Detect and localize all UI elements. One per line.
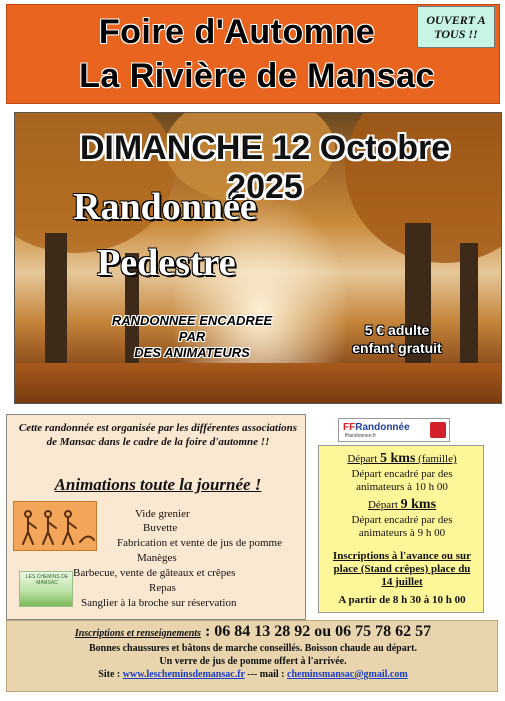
ffr-main: Randonnée [355,422,410,433]
price-adult: 5 € adulte [364,322,430,338]
activity-item: Fabrication et vente de jus de pomme [117,537,282,549]
site-mail-line [7,669,499,680]
guided-line: DES ANIMATEURS [134,345,250,360]
activity-item: Barbecue, vente de gâteaux et crêpes [73,567,236,579]
activity-item: Vide grenier [135,508,190,520]
hike-title-line2: Pedestre [97,242,236,284]
mail-label: --- mail : [244,669,285,680]
contact-phones: : 06 84 13 28 92 ou 06 75 78 62 57 [200,623,432,640]
event-date: DIMANCHE 12 Octobre 2025 [79,129,451,206]
activity-item: Manèges [137,552,177,564]
registration-hours: A partir de 8 h 30 à 10 h 00 [338,594,466,606]
logo-caption: LES CHEMINS DE MANSAC [25,574,69,586]
tree-trunk [460,243,478,383]
intro-text: Cette randonnée est organisée par les différentes associations de Mansac dans le cadre de la foire d'automne !! [18,422,298,448]
hikers-illustration [13,501,97,551]
depart-label: Départ [367,499,401,511]
ffr-tagline: ffrandonnee.fr [345,433,377,439]
contact-footer [6,620,498,692]
contact-line [7,623,499,641]
event-location: La Rivière de Mansac [79,57,435,95]
open-to-all-badge: OUVERT A TOUS !! [417,6,495,48]
price-info [307,321,487,357]
depart-9-km: 9 kms [400,497,437,512]
departures-box [318,445,484,613]
hikers-icon [14,502,98,552]
email-link[interactable]: cheminsmansac@gmail.com [287,669,408,680]
activity-item: Sanglier à la broche sur réservation [81,597,237,609]
hiker-figure-icon [430,422,446,438]
price-child: enfant gratuit [352,340,442,356]
tree-trunk [45,233,67,383]
autumn-forest-photo [14,112,502,404]
registration-text: Inscriptions à l'avance ou sur place (Stand crêpes) place du 14 juillet [332,550,472,588]
depart-label: Départ [347,453,381,465]
ffrandonnee-logo [338,418,450,442]
activity-item: Repas [149,582,176,594]
depart-9km-text: Départ encadré par des animateurs à 9 h 00 [351,514,453,539]
site-label: Site : [98,669,121,680]
event-title: Foire d'Automne [98,13,376,51]
hike-title-line1: Randonnée [73,186,257,228]
animations-title: Animations toute la journée ! [54,475,262,494]
activities-box [6,414,306,620]
leaf-covered-path [15,363,501,403]
guided-hike-note [87,313,297,361]
contact-label: Inscriptions et renseignements [74,628,201,639]
activity-item: Buvette [143,522,178,534]
ffr-prefix: FF [343,422,356,433]
depart-5km-text: Départ encadré par des animateurs à 10 h 00 [351,468,453,493]
guided-line: RANDONNEE ENCADREE [111,313,273,328]
ffr-name [343,422,410,433]
tree-trunk [405,223,431,383]
depart-9km-heading [319,498,485,512]
juice-text: Un verre de jus de pomme offert à l'arrivée. [159,656,347,667]
registration-info [319,550,485,589]
guided-line: PAR [178,329,206,344]
depart-5km-heading [319,452,485,466]
advice-text: Bonnes chaussures et bâtons de marche conseillés. Boisson chaude au départ. [89,643,417,654]
depart-5-km: 5 kms [380,451,416,466]
website-link[interactable]: www.lescheminsdemansac.fr [122,669,245,680]
chemins-de-mansac-logo [19,571,73,607]
depart-5-note: (famille) [415,453,457,465]
